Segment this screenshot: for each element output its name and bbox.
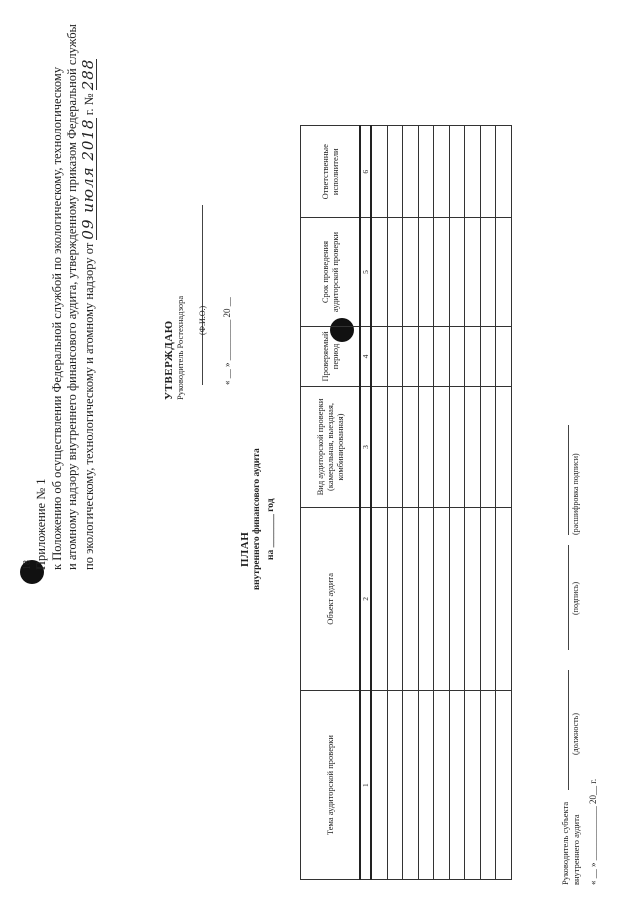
plan-year: на _______ год [266, 498, 276, 560]
table-cell [418, 387, 434, 507]
signature-head-line-2: внутреннего аудита [571, 814, 581, 885]
fio-line [192, 205, 203, 385]
table-cell [465, 218, 481, 326]
plan-title: ПЛАН [239, 531, 251, 567]
position-label: (должность) [571, 713, 580, 755]
approval-date: « __ » _________ 20 __ [222, 297, 232, 385]
appendix-line-2: к Положению об осуществлении Федеральной службой по экологическому, технологическому [49, 66, 64, 570]
table-cell [403, 507, 419, 691]
table-row [371, 126, 387, 880]
signature-date: « __ » ____________ 20__ г. [588, 778, 598, 885]
decode-line [568, 425, 569, 535]
table-row [418, 126, 434, 880]
table-cell [371, 691, 387, 880]
table-cell [371, 126, 387, 218]
table-row [496, 126, 512, 880]
header-period: Проверяемый период [301, 326, 361, 387]
table-cell [434, 326, 450, 387]
appendix-line-1: Приложение № 1 [34, 478, 48, 570]
table-row [449, 126, 465, 880]
table-cell [387, 326, 403, 387]
table-cell [449, 387, 465, 507]
signature-head-line-1: Руководитель субъекта [560, 801, 570, 885]
audit-plan-table [300, 125, 512, 880]
table-cell [449, 507, 465, 691]
order-prefix: по экологическому, технологическому и атомному надзору от [81, 242, 96, 570]
table-cell [449, 691, 465, 880]
column-number: 5 [360, 218, 371, 326]
table-cell [387, 691, 403, 880]
table-cell [480, 691, 496, 880]
table-row [387, 126, 403, 880]
table-cell [496, 691, 512, 880]
table-cell [465, 126, 481, 218]
table-cell [418, 507, 434, 691]
order-year-suffix: г. [81, 108, 96, 116]
table-cell [480, 387, 496, 507]
plan-subtitle: внутреннего финансового аудита [252, 448, 262, 590]
table-cell [465, 326, 481, 387]
table-cell [434, 691, 450, 880]
header-executors: Ответственные исполнители [301, 126, 361, 218]
fio-label: (Ф.И.О.) [198, 305, 207, 335]
signature-label: (подпись) [571, 581, 580, 615]
table-cell [371, 387, 387, 507]
table-cell [496, 126, 512, 218]
table-row [434, 126, 450, 880]
order-number-prefix: № [81, 93, 96, 106]
table-cell [465, 387, 481, 507]
table-cell [403, 218, 419, 326]
order-date-handwritten: 09 июля 2018 [78, 118, 97, 240]
table-cell [371, 507, 387, 691]
table-cell [434, 126, 450, 218]
table-cell [371, 218, 387, 326]
order-number-handwritten: 288 [78, 58, 97, 91]
table-cell [387, 507, 403, 691]
table-cell [403, 691, 419, 880]
column-number: 2 [360, 507, 371, 691]
table-cell [418, 326, 434, 387]
approval-title: УТВЕРЖДАЮ [163, 320, 175, 400]
column-number: 6 [360, 126, 371, 218]
table-cell [371, 326, 387, 387]
header-topic: Тема аудиторской проверки [301, 691, 361, 880]
header-type: Вид аудиторской проверки (камеральная, выездная, комбинированная) [301, 387, 361, 507]
table-cell [480, 326, 496, 387]
table-cell [434, 387, 450, 507]
signature-line [568, 545, 569, 650]
table-cell [403, 126, 419, 218]
header-object: Объект аудита [301, 507, 361, 691]
table-cell [465, 691, 481, 880]
decode-label: (расшифровка подписи) [571, 453, 580, 535]
table-cell [449, 326, 465, 387]
table-cell [434, 218, 450, 326]
table-cell [480, 126, 496, 218]
appendix-header [34, 24, 97, 570]
table-row [480, 126, 496, 880]
appendix-line-4 [78, 24, 98, 570]
table-cell [480, 218, 496, 326]
table-cell [387, 126, 403, 218]
table-cell [418, 126, 434, 218]
header-deadline: Срок проведения аудиторской проверки [301, 218, 361, 326]
page-number: 18 [22, 560, 33, 570]
table-cell [465, 507, 481, 691]
table-cell [387, 218, 403, 326]
approval-head: Руководитель Ростехнадзора [175, 295, 185, 400]
table-cell [496, 326, 512, 387]
position-line [568, 670, 569, 790]
table-cell [496, 387, 512, 507]
column-number: 1 [360, 691, 371, 880]
table-cell [449, 126, 465, 218]
table-cell [418, 691, 434, 880]
table-cell [434, 507, 450, 691]
table-cell [496, 507, 512, 691]
table-row [403, 126, 419, 880]
table-cell [449, 218, 465, 326]
table-cell [480, 507, 496, 691]
signature-block-head [560, 802, 582, 885]
column-number: 3 [360, 387, 371, 507]
table-cell [387, 387, 403, 507]
table-cell [403, 387, 419, 507]
table-row [465, 126, 481, 880]
column-number-row [360, 126, 371, 880]
table-cell [403, 326, 419, 387]
column-number: 4 [360, 326, 371, 387]
table-cell [418, 218, 434, 326]
table-cell [496, 218, 512, 326]
appendix-line-3: и атомному надзору внутреннего финансового аудита, утвержденному приказом Федеральной службы [65, 24, 79, 570]
table-header-row [301, 126, 361, 880]
